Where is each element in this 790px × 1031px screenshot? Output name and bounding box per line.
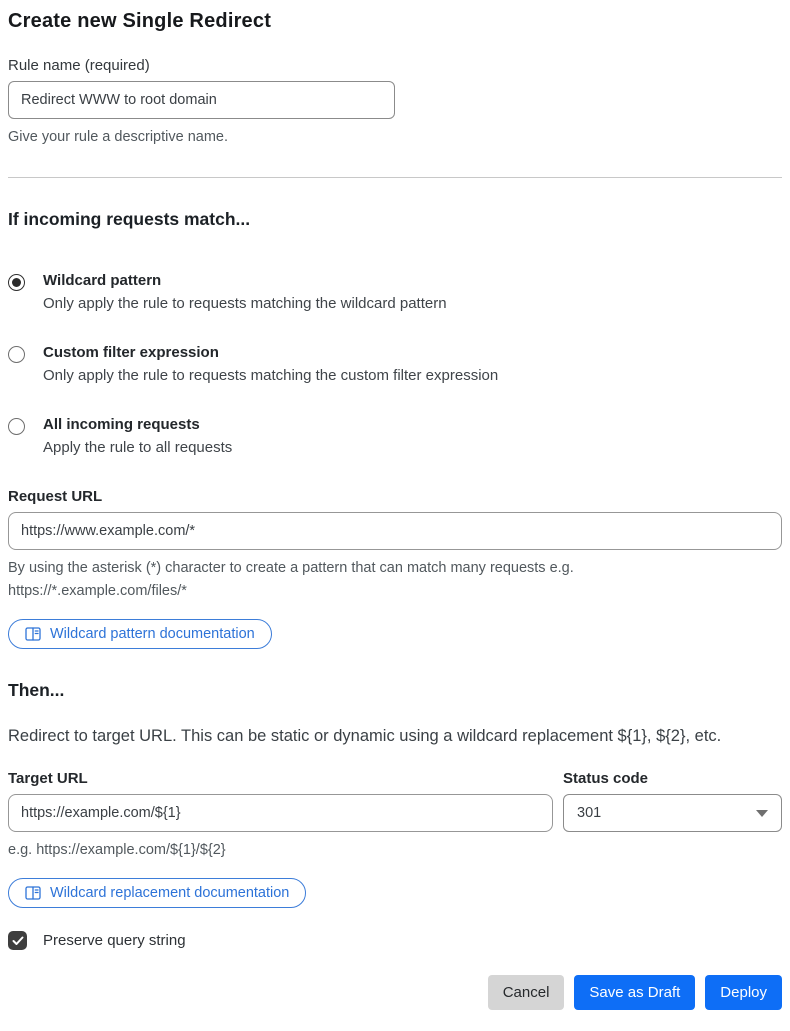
radio-option-label: Custom filter expression [43,344,219,361]
wildcard-replacement-documentation-button[interactable] [8,878,306,908]
request-url-input[interactable] [8,512,782,550]
status-code-selected-value: 301 [577,805,602,821]
section-divider [8,177,782,178]
rule-name-help: Give your rule a descriptive name. [8,129,229,145]
radio-option-label: Wildcard pattern [43,272,162,289]
radio-option-custom-filter-expression[interactable] [8,344,782,384]
radio-option-description: Only apply the rule to requests matching the custom filter expression [43,367,499,384]
rule-name-input[interactable] [8,81,395,119]
doc-button-label: Wildcard replacement documentation [50,885,290,901]
radio-option-description: Only apply the rule to requests matching the wildcard pattern [43,295,447,312]
radio-option-label: All incoming requests [43,416,200,433]
doc-button-label: Wildcard pattern documentation [50,626,255,642]
request-url-field [8,488,782,649]
then-section-heading: Then... [8,680,65,700]
status-code-field [563,770,782,862]
page-title: Create new Single Redirect [8,10,272,32]
preserve-query-string-option[interactable] [8,931,782,950]
radio-option-all-incoming-requests[interactable] [8,416,782,456]
rule-name-label: Rule name (required) [8,57,150,74]
checkbox-checked-icon[interactable] [8,931,27,950]
preserve-query-string-label: Preserve query string [43,932,186,949]
open-book-icon [25,886,41,900]
target-url-input[interactable] [8,794,553,832]
status-code-select[interactable] [563,794,782,832]
radio-option-wildcard-pattern[interactable] [8,272,782,312]
radio-unselected-icon[interactable] [8,418,25,435]
request-url-help [8,557,782,603]
deploy-button[interactable]: Deploy [705,975,782,1010]
radio-selected-icon[interactable] [8,274,25,291]
open-book-icon [25,627,41,641]
radio-option-description: Apply the rule to all requests [43,439,233,456]
radio-unselected-icon[interactable] [8,346,25,363]
rule-name-field [8,57,782,149]
footer-actions [8,975,782,1010]
save-as-draft-button[interactable]: Save as Draft [574,975,695,1010]
cancel-button[interactable]: Cancel [488,975,565,1010]
request-url-help-line1: By using the asterisk (*) character to create a pattern that can match many requests e.g. [8,560,574,576]
target-row [8,770,782,862]
target-url-field [8,770,553,862]
then-section-description: Redirect to target URL. This can be static or dynamic using a wildcard replacement ${1}, ${2}, etc. [8,727,722,745]
create-single-redirect-form [8,10,782,1010]
target-url-label: Target URL [8,770,88,787]
wildcard-pattern-documentation-button[interactable] [8,619,272,649]
match-type-radio-group [8,272,782,456]
request-url-help-line2: https://*.example.com/files/* [8,583,187,599]
target-url-help: e.g. https://example.com/${1}/${2} [8,842,226,858]
request-url-label: Request URL [8,488,103,505]
status-code-label: Status code [563,770,649,787]
caret-down-icon [756,810,768,817]
match-section-heading: If incoming requests match... [8,209,251,229]
